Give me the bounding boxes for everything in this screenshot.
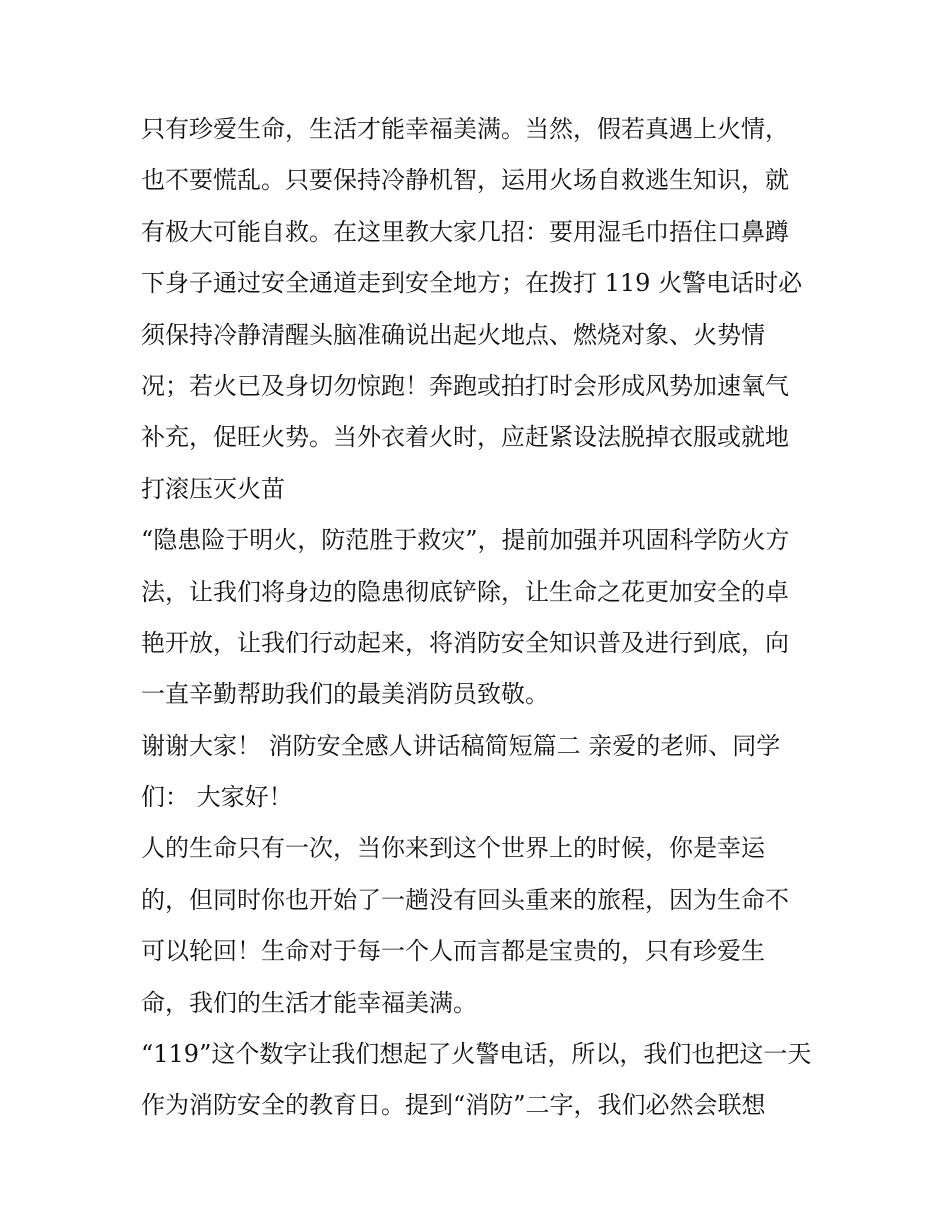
paragraph-119-day (141, 1029, 813, 1132)
paragraph-life-once (141, 823, 813, 1029)
text-line: 只有珍爱生命，生活才能幸福美满。当然，假若真遇上火情， (141, 115, 789, 143)
text-line: 的，但同时你也开始了一趟没有回头重来的旅程，因为生命不 (141, 885, 789, 914)
document-body (141, 104, 813, 1132)
text-line: 艳开放，让我们行动起来，将消防安全知识普及进行到底，向 (141, 628, 789, 657)
text-line: 下身子通过安全通道走到安全地方；在拨打 119 火警电话时必 (141, 269, 803, 298)
paragraph-prevention (141, 515, 813, 721)
text-line: 一直辛勤帮助我们的最美消防员致敬。 (141, 680, 549, 709)
text-line: “119”这个数字让我们想起了火警电话，所以，我们也把这一天 (141, 1040, 812, 1069)
text-line: 况；若火已及身切勿惊跑！奔跑或拍打时会形成风势加速氧气 (141, 371, 789, 400)
text-line: 们： 大家好！ (141, 783, 293, 812)
text-line: 须保持冷静清醒头脑准确说出起火地点、燃烧对象、火势情 (141, 320, 765, 349)
text-line: 作为消防安全的教育日。提到“消防”二字，我们必然会联想 (141, 1091, 766, 1120)
text-line: 谢谢大家！ 消防安全感人讲话稿简短篇二 亲爱的老师、同学 (141, 731, 781, 760)
text-line: 命，我们的生活才能幸福美满。 (141, 988, 477, 1017)
text-line: 有极大可能自救。在这里教大家几招：要用湿毛巾捂住口鼻蹲 (141, 217, 789, 246)
text-line: 补充，促旺火势。当外衣着火时，应赶紧设法脱掉衣服或就地 (141, 423, 789, 452)
text-line: 法，让我们将身边的隐患彻底铲除，让生命之花更加安全的卓 (141, 577, 789, 606)
text-line: 人的生命只有一次，当你来到这个世界上的时候，你是幸运 (141, 834, 765, 863)
text-line: 可以轮回！生命对于每一个人而言都是宝贵的，只有珍爱生 (141, 937, 765, 966)
text-line: 也不要慌乱。只要保持冷静机智，运用火场自救逃生知识，就 (141, 166, 789, 195)
paragraph-speech-two-heading (141, 721, 813, 824)
paragraph-fire-safety-tips (141, 104, 813, 515)
text-line: 打滚压灭火苗 (141, 474, 285, 503)
text-line: “隐患险于明火，防范胜于救灾”，提前加强并巩固科学防火方 (141, 526, 790, 555)
